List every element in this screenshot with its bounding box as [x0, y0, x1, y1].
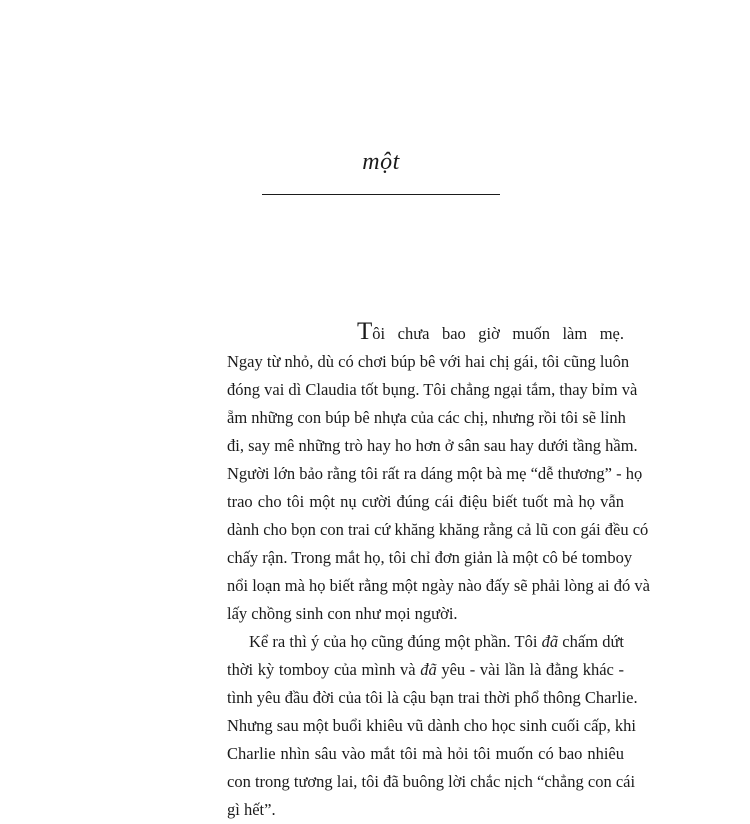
text-line — [227, 628, 624, 656]
text-run: chấm dứt — [558, 632, 624, 651]
text-line: tình yêu đầu đời của tôi là cậu bạn trai thời phổ thông Charlie. — [227, 688, 638, 707]
text-line-content: ôi chưa bao giờ muốn làm mẹ. — [372, 324, 624, 343]
text-line — [227, 656, 624, 684]
text-line: gì hết”. — [227, 800, 276, 819]
text-line: nổi loạn mà họ biết rằng một ngày nào đấy sẽ phải lòng ai đó và — [227, 576, 650, 595]
text-line — [227, 318, 624, 348]
text-line: con trong tương lai, tôi đã buông lời chắc nịch “chẳng con cái — [227, 772, 636, 791]
body-text — [227, 318, 650, 824]
text-line: đi, say mê những trò hay ho hơn ở sân sau hay dưới tầng hầm. — [227, 436, 638, 455]
text-line: trao cho tôi một nụ cười đúng cái điệu biết tuốt mà họ vẫn — [227, 492, 624, 511]
paragraph-1 — [227, 318, 650, 628]
text-run: thời kỳ tomboy của mình và — [227, 660, 421, 679]
text-line: Nhưng sau một buổi khiêu vũ dành cho học sinh cuối cấp, khi — [227, 716, 637, 735]
text-line: Người lớn bảo rằng tôi rất ra dáng một bà mẹ “dễ thương” - họ — [227, 464, 643, 483]
chapter-title-rule — [262, 194, 500, 195]
text-line: lấy chồng sinh con như mọi người. — [227, 604, 458, 623]
text-line: Charlie nhìn sâu vào mắt tôi mà hỏi tôi muốn có bao nhiêu — [227, 744, 624, 763]
text-line: đóng vai dì Claudia tốt bụng. Tôi chẳng ngại tắm, thay bỉm và — [227, 380, 638, 399]
text-line: ẵm những con búp bê nhựa của các chị, nhưng rồi tôi sẽ lỉnh — [227, 408, 626, 427]
emphasis-text: đã — [541, 632, 559, 651]
text-line: chấy rận. Trong mắt họ, tôi chỉ đơn giản là một cô bé tomboy — [227, 548, 633, 567]
drop-cap: T — [357, 318, 373, 345]
emphasis-text: đã — [420, 660, 437, 679]
text-line: dành cho bọn con trai cứ khăng khăng rằng cả lũ con gái đều có — [227, 520, 649, 539]
chapter-title: một — [362, 149, 400, 175]
text-run: yêu - vài lần là đằng khác - — [436, 660, 624, 679]
text-run: Kể ra thì ý của họ cũng đúng một phần. Tôi — [249, 632, 542, 651]
paragraph-2 — [227, 628, 638, 824]
text-line: Ngay từ nhỏ, dù có chơi búp bê với hai chị gái, tôi cũng luôn — [227, 352, 630, 371]
